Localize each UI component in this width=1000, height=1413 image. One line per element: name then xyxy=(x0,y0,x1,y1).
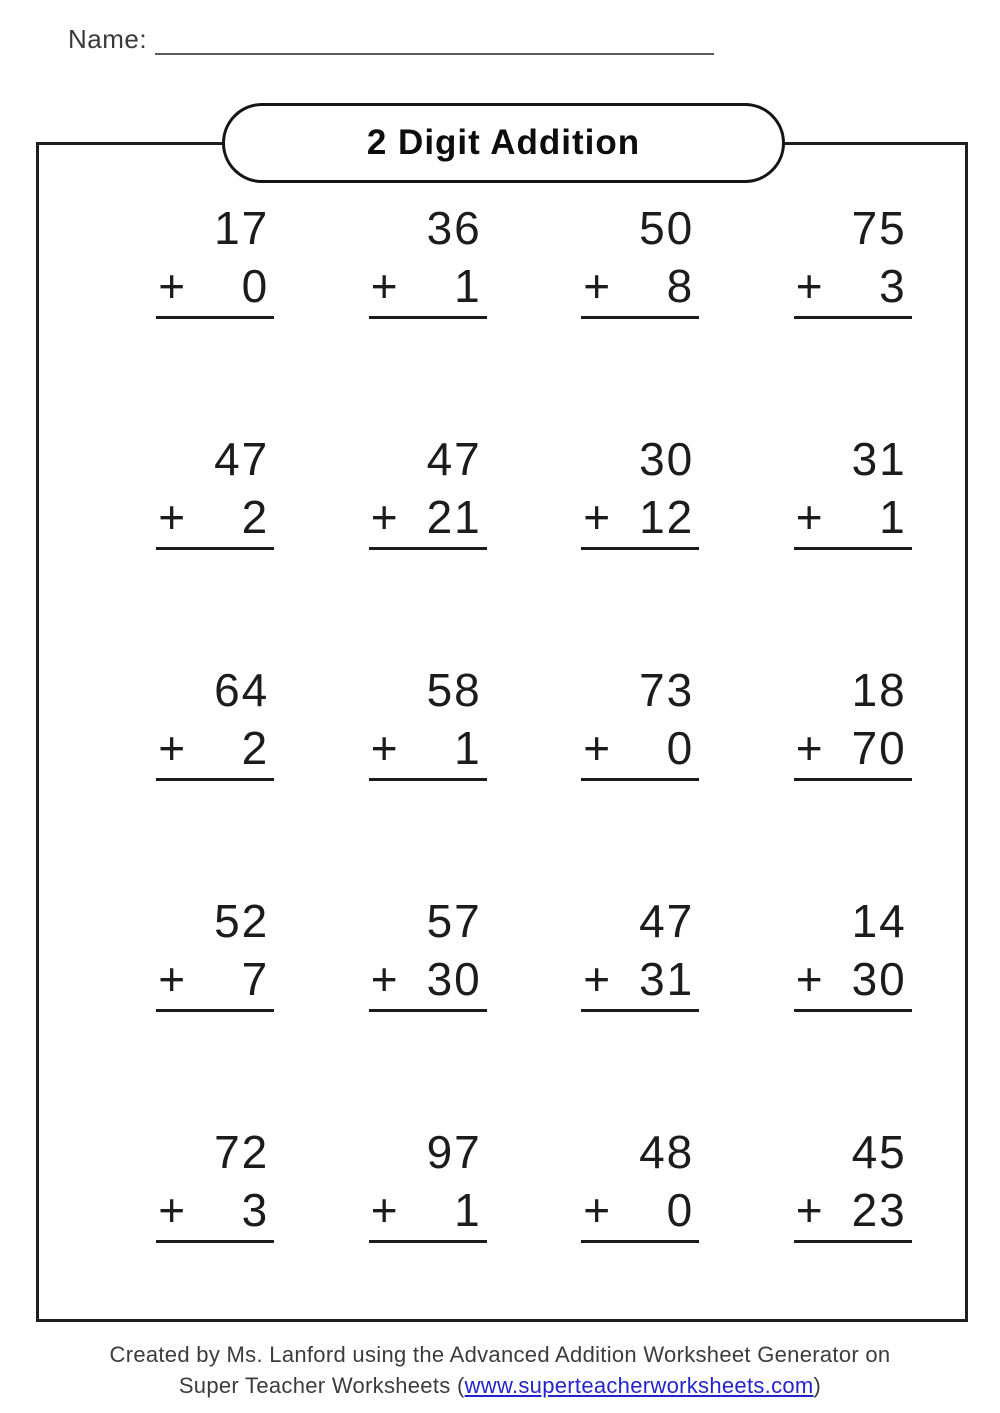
problem-addend: 7 xyxy=(241,953,270,1005)
problem-bottom-row xyxy=(581,1185,699,1243)
plus-operator: + xyxy=(158,491,188,543)
plus-operator: + xyxy=(158,1184,188,1236)
website-link[interactable]: www.superteacherworksheets.com xyxy=(464,1372,814,1398)
addition-problem-20 xyxy=(794,1126,912,1243)
addition-problem-4 xyxy=(794,202,912,319)
addition-problem-10 xyxy=(369,664,487,781)
problem-top-number: 72 xyxy=(214,1126,270,1178)
problem-bottom-row xyxy=(369,261,487,319)
problem-top-number: 75 xyxy=(851,202,907,254)
problem-bottom-row xyxy=(581,954,699,1012)
plus-operator: + xyxy=(583,491,613,543)
problem-addend: 31 xyxy=(639,953,695,1005)
footer-line-2-prefix: Super Teacher Worksheets ( xyxy=(178,1372,465,1398)
problem-top-number: 52 xyxy=(214,895,270,947)
problem-addend: 3 xyxy=(879,260,907,312)
problem-bottom-row xyxy=(369,954,487,1012)
addition-problem-15 xyxy=(581,895,699,1012)
name-blank-line xyxy=(155,25,714,55)
plus-operator: + xyxy=(158,953,188,1005)
problem-bottom-row xyxy=(369,1185,487,1243)
footer-line-2-suffix: ) xyxy=(813,1372,822,1398)
problem-bottom-row xyxy=(156,1185,274,1243)
addition-problem-13 xyxy=(156,895,274,1012)
plus-operator: + xyxy=(795,722,825,774)
plus-operator: + xyxy=(583,722,613,774)
addition-problem-3 xyxy=(581,202,699,319)
problem-top-number: 47 xyxy=(426,433,482,485)
plus-operator: + xyxy=(795,260,825,312)
addition-problem-17 xyxy=(156,1126,274,1243)
addition-problem-8 xyxy=(794,433,912,550)
plus-operator: + xyxy=(158,260,188,312)
problem-top-number: 64 xyxy=(214,664,270,716)
name-label: Name: xyxy=(68,24,148,54)
plus-operator: + xyxy=(370,260,400,312)
problem-top-number: 97 xyxy=(426,1126,482,1178)
problem-addend: 1 xyxy=(454,722,482,774)
problem-addend: 0 xyxy=(666,1184,695,1236)
problem-addend: 1 xyxy=(879,491,907,543)
addition-problem-16 xyxy=(794,895,912,1012)
problem-addend: 2 xyxy=(241,491,270,543)
problem-addend: 8 xyxy=(666,260,695,312)
problems-grid xyxy=(109,202,959,1319)
problem-bottom-row xyxy=(581,261,699,319)
plus-operator: + xyxy=(370,1184,400,1236)
footer-line-2 xyxy=(0,1371,1000,1402)
plus-operator: + xyxy=(583,953,613,1005)
problem-bottom-row xyxy=(156,723,274,781)
problem-addend: 21 xyxy=(426,491,482,543)
footer-credit xyxy=(0,1340,1000,1402)
problem-addend: 23 xyxy=(851,1184,907,1236)
plus-operator: + xyxy=(158,722,188,774)
problem-addend: 30 xyxy=(851,953,907,1005)
addition-problem-18 xyxy=(369,1126,487,1243)
problem-top-number: 57 xyxy=(426,895,482,947)
problem-bottom-row xyxy=(156,954,274,1012)
addition-problem-1 xyxy=(156,202,274,319)
problem-bottom-row xyxy=(156,492,274,550)
addition-problem-7 xyxy=(581,433,699,550)
problem-bottom-row xyxy=(794,1185,912,1243)
problem-addend: 0 xyxy=(666,722,695,774)
page-title: 2 Digit Addition xyxy=(366,123,641,162)
problem-top-number: 47 xyxy=(214,433,270,485)
addition-problem-2 xyxy=(369,202,487,319)
addition-problem-12 xyxy=(794,664,912,781)
addition-problem-14 xyxy=(369,895,487,1012)
problem-addend: 1 xyxy=(454,1184,482,1236)
problem-addend: 1 xyxy=(454,260,482,312)
problem-bottom-row xyxy=(369,723,487,781)
problem-bottom-row xyxy=(581,492,699,550)
footer-line-1: Created by Ms. Lanford using the Advanced Addition Worksheet Generator on xyxy=(109,1342,891,1367)
problem-top-number: 31 xyxy=(851,433,907,485)
problem-top-number: 47 xyxy=(639,895,695,947)
problem-top-number: 50 xyxy=(639,202,695,254)
problem-top-number: 48 xyxy=(639,1126,695,1178)
problem-top-number: 36 xyxy=(426,202,482,254)
addition-problem-19 xyxy=(581,1126,699,1243)
problem-top-number: 17 xyxy=(214,202,270,254)
title-capsule xyxy=(222,103,785,183)
addition-problem-5 xyxy=(156,433,274,550)
problem-bottom-row xyxy=(369,492,487,550)
name-row xyxy=(68,24,714,55)
plus-operator: + xyxy=(370,722,400,774)
problem-addend: 2 xyxy=(241,722,270,774)
problem-top-number: 45 xyxy=(851,1126,907,1178)
addition-problem-9 xyxy=(156,664,274,781)
problem-addend: 3 xyxy=(241,1184,270,1236)
problem-bottom-row xyxy=(581,723,699,781)
problem-bottom-row xyxy=(794,954,912,1012)
problem-bottom-row xyxy=(794,723,912,781)
plus-operator: + xyxy=(795,491,825,543)
plus-operator: + xyxy=(795,1184,825,1236)
problem-top-number: 14 xyxy=(851,895,907,947)
addition-problem-6 xyxy=(369,433,487,550)
plus-operator: + xyxy=(370,491,400,543)
problem-addend: 70 xyxy=(851,722,907,774)
addition-problem-11 xyxy=(581,664,699,781)
problem-top-number: 30 xyxy=(639,433,695,485)
problem-top-number: 18 xyxy=(851,664,907,716)
plus-operator: + xyxy=(795,953,825,1005)
problem-addend: 30 xyxy=(426,953,482,1005)
problem-top-number: 73 xyxy=(639,664,695,716)
problem-bottom-row xyxy=(794,492,912,550)
problem-bottom-row xyxy=(794,261,912,319)
problem-bottom-row xyxy=(156,261,274,319)
plus-operator: + xyxy=(370,953,400,1005)
problem-addend: 0 xyxy=(241,260,270,312)
problem-top-number: 58 xyxy=(426,664,482,716)
worksheet-frame xyxy=(36,123,968,1322)
problem-addend: 12 xyxy=(639,491,695,543)
plus-operator: + xyxy=(583,260,613,312)
plus-operator: + xyxy=(583,1184,613,1236)
